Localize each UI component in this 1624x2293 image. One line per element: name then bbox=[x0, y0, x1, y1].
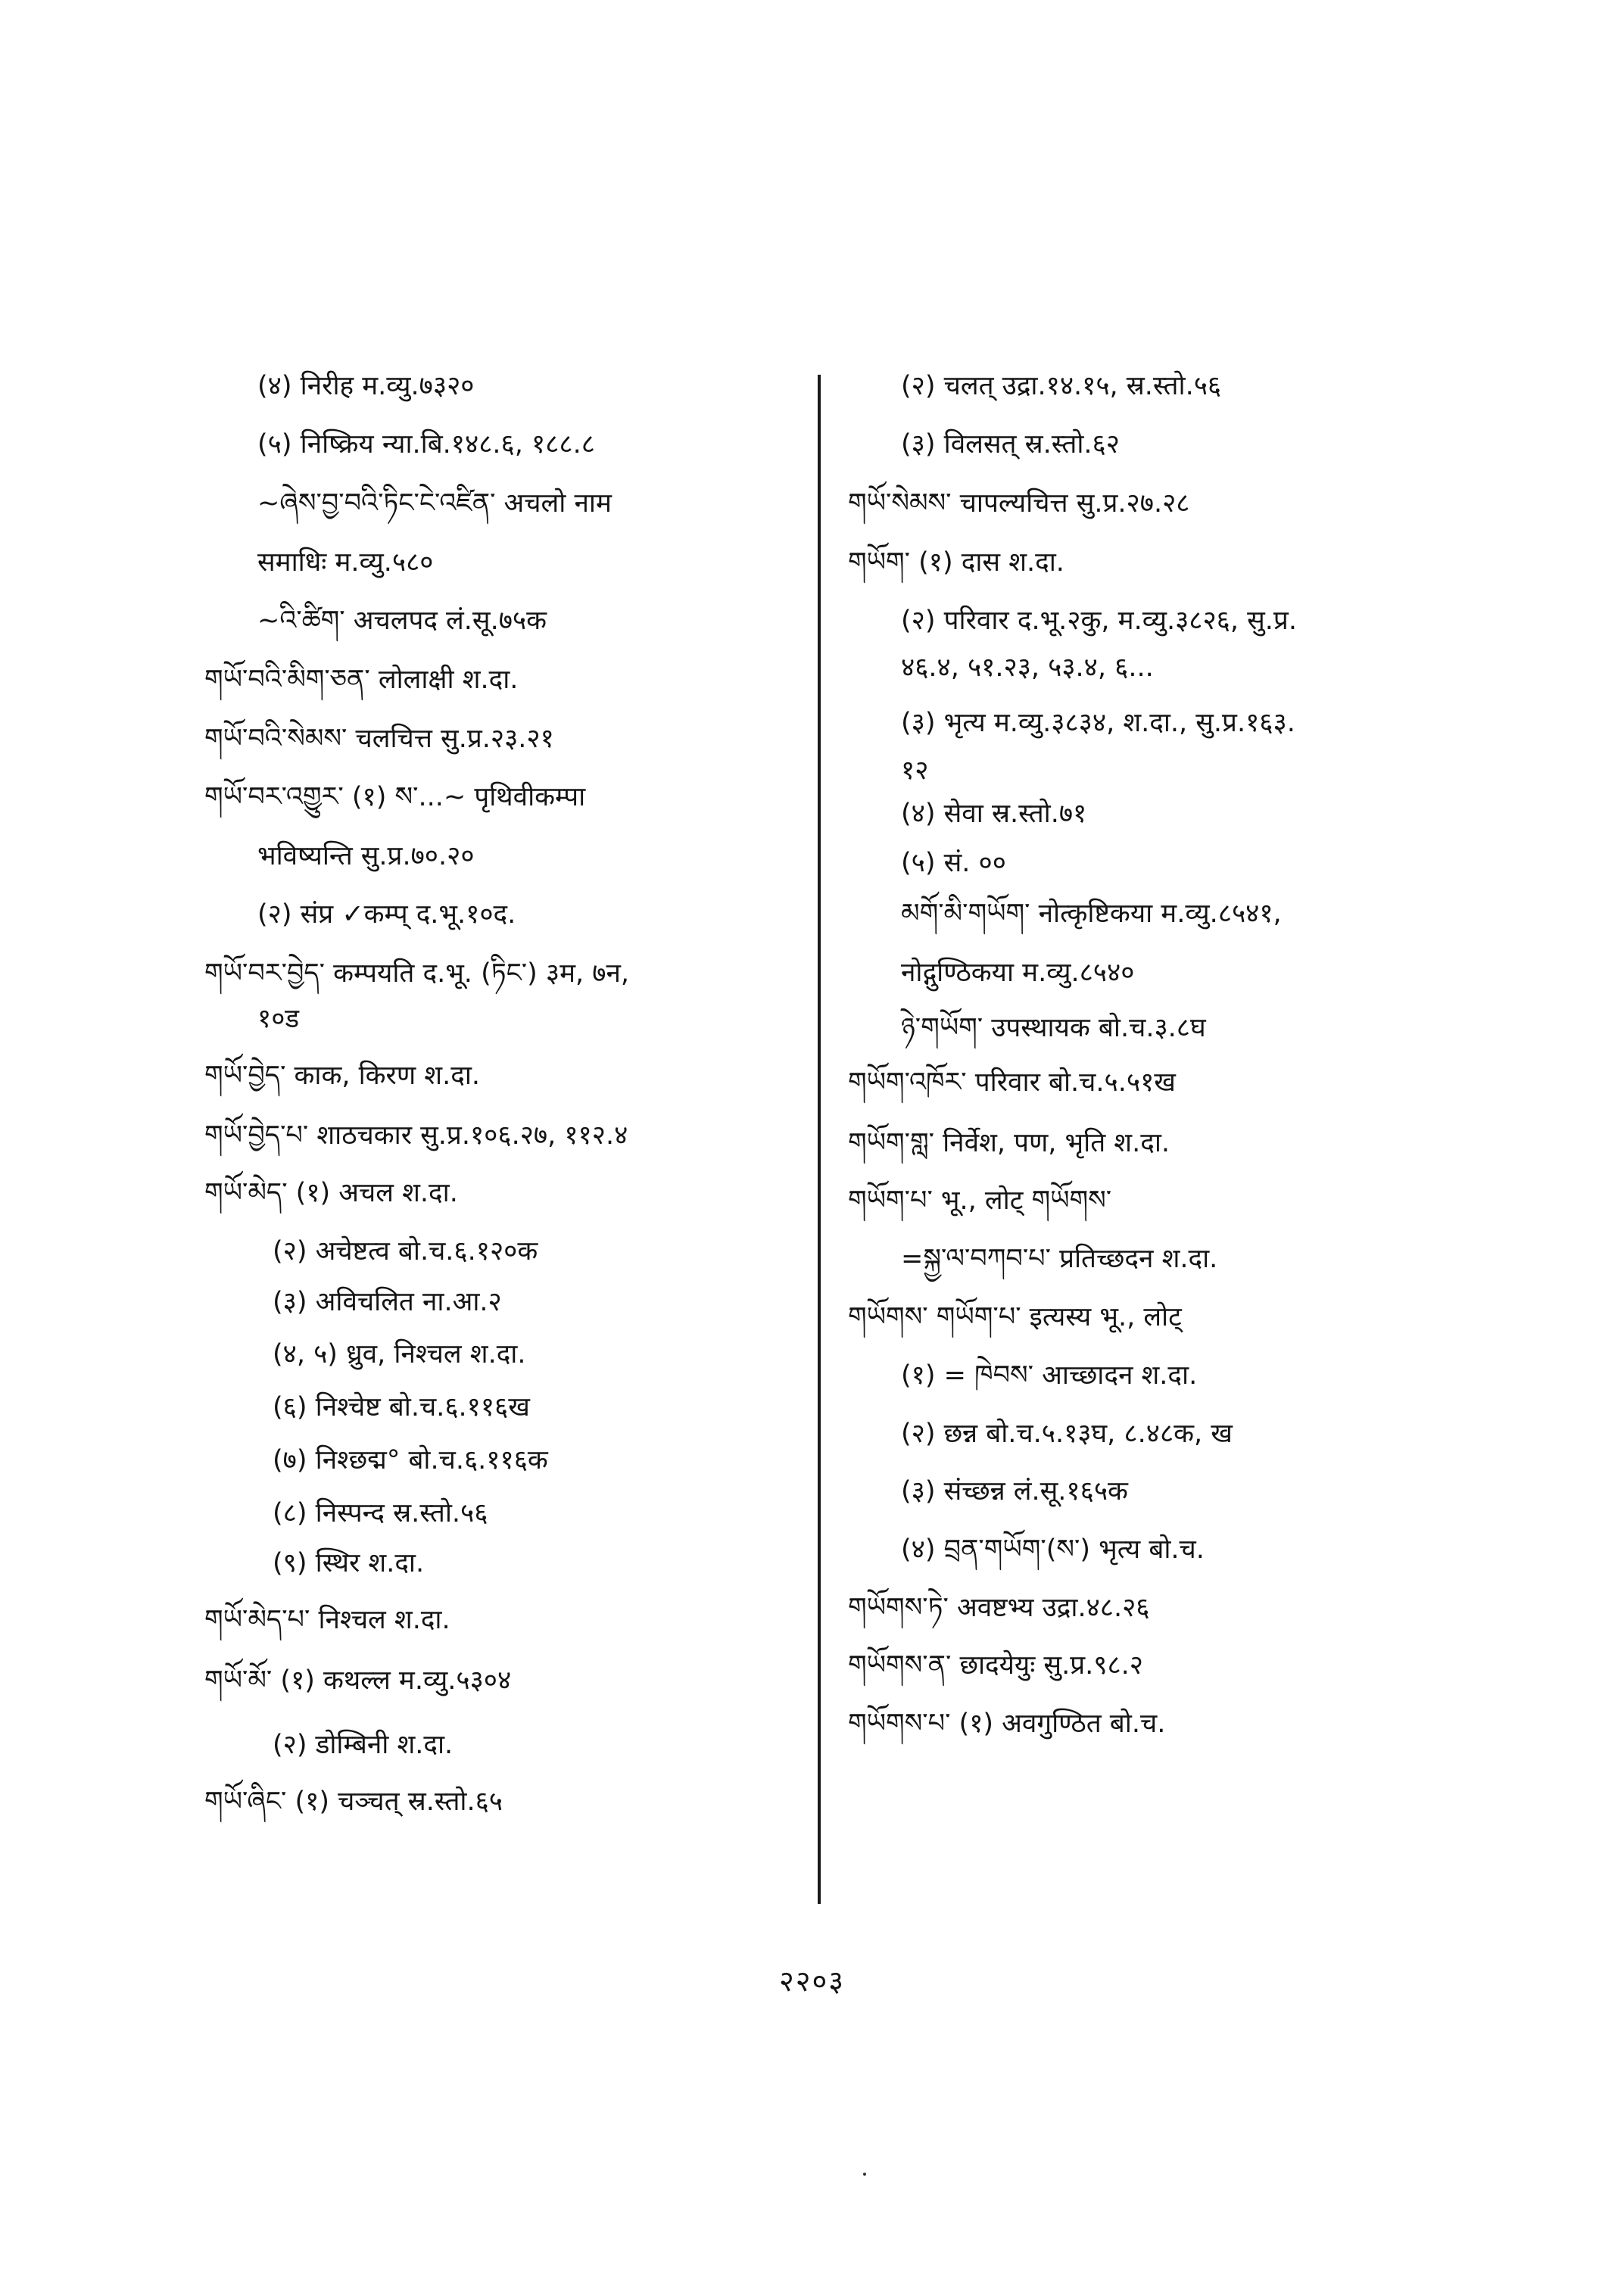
entry-line: (३) संच्छन्न लं.सू.१६५क bbox=[901, 1476, 1128, 1506]
entry-line: (६) निश्चेष्ट बो.च.६.११६ख bbox=[273, 1392, 530, 1422]
entry-line: (४) བྲན་གཡོག་(ས་) भृत्य बो.च. bbox=[901, 1534, 1205, 1565]
entry-line: (२) डोम्बिनी श.दा. bbox=[273, 1730, 454, 1760]
entry-line: (३) विलसत् स्र.स्तो.६२ bbox=[901, 429, 1120, 460]
entry-line: (२) अचेष्टत्व बो.च.६.१२०क bbox=[273, 1236, 538, 1266]
entry-line: གཡོགས་ན་ छादयेयुः सु.प्र.९८.२ bbox=[848, 1650, 1143, 1681]
entry-line: (७) निश्छद्म° बो.च.६.११६क bbox=[273, 1445, 548, 1475]
entry-line: ४६.४, ५१.२३, ५३.४, ६... bbox=[901, 653, 1154, 683]
entry-line: (४) निरीह म.व्यु.७३२० bbox=[257, 371, 475, 401]
entry-line: (५) सं. ०० bbox=[901, 848, 1006, 878]
entry-line: གཡོགས་པ་ (१) अवगुण्ठित बो.च. bbox=[848, 1709, 1166, 1739]
entry-line: གཡོག་ (१) दास श.दा. bbox=[848, 547, 1064, 578]
entry-line: ~ཞེས་བྱ་བའི་ཏིང་ངེ་འཛིན་ अचलो नाम bbox=[257, 488, 612, 519]
entry-line: གཡོ་ཞིང་ (१) चञ्चत् स्र.स्तो.६५ bbox=[204, 1787, 503, 1817]
entry-line: གཡོགས་ གཡོག་པ་ इत्यस्य भू., लोट् bbox=[848, 1302, 1182, 1332]
entry-line: གཡོགས་ཏེ་ अवष्टभ्य उद्रा.४८.२६ bbox=[848, 1593, 1150, 1623]
entry-line: (५) निष्क्रिय न्या.बि.१४८.६, १८८.८ bbox=[257, 429, 595, 460]
entry-line: (४) सेवा स्र.स्तो.७१ bbox=[901, 799, 1087, 829]
entry-line: (४, ५) ध्रुव, निश्चल श.दा. bbox=[273, 1339, 526, 1369]
entry-line: གཡོག་འཁོར་ परिवार बो.च.५.५१ख bbox=[848, 1067, 1176, 1098]
entry-line: =སྐྱ་ལ་བཀབ་པ་ प्रतिच्छदन श.दा. bbox=[901, 1244, 1218, 1274]
entry-line: གཡོ་མོ་ (१) कथल्ल म.व्यु.५३०४ bbox=[204, 1665, 512, 1696]
column-divider bbox=[818, 375, 821, 1904]
entry-line: གཡོ་སེམས་ चापल्यचित्त सु.प्र.२७.२८ bbox=[848, 488, 1190, 519]
entry-line: མགོ་མི་གཡོག་ नोत्कृष्टिकया म.व्यु.८५४१, bbox=[901, 899, 1282, 929]
entry-line: (९) स्थिर श.दा. bbox=[273, 1548, 425, 1578]
entry-line: གཡོ་མེད་པ་ निश्चल श.दा. bbox=[204, 1605, 450, 1635]
entry-line: གཡོ་བར་འགྱུར་ (१) ས་...~ पृथिवीकम्पा bbox=[204, 782, 586, 812]
entry-line: གཡོ་བྱེད་ काक, किरण श.दा. bbox=[204, 1061, 481, 1091]
entry-line: (२) संप्र ✓कम्प् द.भू.१०द. bbox=[257, 899, 516, 930]
entry-line: གཡོག་པ་ भू., लोट् གཡོགས་ bbox=[848, 1185, 1112, 1216]
entry-line: གཡོ་བར་བྱེད་ कम्पयति द.भू. (ཏིང་) ३म, ७न, bbox=[204, 958, 630, 989]
entry-line: གཡོག་གླ་ निर्वेश, पण, भृति श.दा. bbox=[848, 1128, 1170, 1158]
entry-line: (८) निस्पन्द स्र.स्तो.५६ bbox=[273, 1498, 488, 1528]
entry-line: གཡོ་མེད་ (१) अचल श.दा. bbox=[204, 1178, 458, 1208]
entry-line: (१) = ཁེབས་ आच्छादन श.दा. bbox=[901, 1360, 1198, 1391]
entry-line: (२) चलत् उद्रा.१४.१५, स्र.स्तो.५६ bbox=[901, 371, 1222, 401]
entry-line: १०ड bbox=[257, 1004, 300, 1034]
entry-line: ཉེ་གཡོག་ उपस्थायक बो.च.३.८घ bbox=[901, 1013, 1206, 1043]
entry-line: (२) छन्न बो.च.५.१३घ, ८.४८क, ख bbox=[901, 1419, 1233, 1449]
entry-line: (३) अविचलित ना.आ.२ bbox=[273, 1287, 502, 1317]
entry-line: གཡོ་བའི་སེམས་ चलचित्त सु.प्र.२३.२१ bbox=[204, 724, 554, 754]
entry-line: भविष्यन्ति सु.प्र.७०.२० bbox=[257, 841, 475, 871]
entry-line: (२) परिवार द.भू.२कु, म.व्यु.३८२६, सु.प्र. bbox=[901, 606, 1297, 636]
entry-line: १२ bbox=[901, 756, 929, 786]
entry-line: समाधिः म.व्यु.५८० bbox=[257, 547, 434, 578]
entry-line: (३) भृत्य म.व्यु.३८३४, श.दा., सु.प्र.१६३. bbox=[901, 708, 1295, 738]
entry-line: ~འི་ཚིག་ अचलपद लं.सू.७५क bbox=[257, 606, 547, 636]
entry-line: नोद्गुण्ठिकया म.व्यु.८५४० bbox=[901, 958, 1135, 988]
page-number: २२०३ bbox=[778, 1964, 846, 1998]
entry-line: གཡོ་བྱེད་པ་ शाठचकार सु.प्र.१०६.२७, ११२.४ bbox=[204, 1120, 628, 1151]
scan-speck bbox=[863, 2173, 866, 2176]
entry-line: གཡོ་བའི་མིག་ཅན་ लोलाक्षी श.दा. bbox=[204, 665, 519, 695]
